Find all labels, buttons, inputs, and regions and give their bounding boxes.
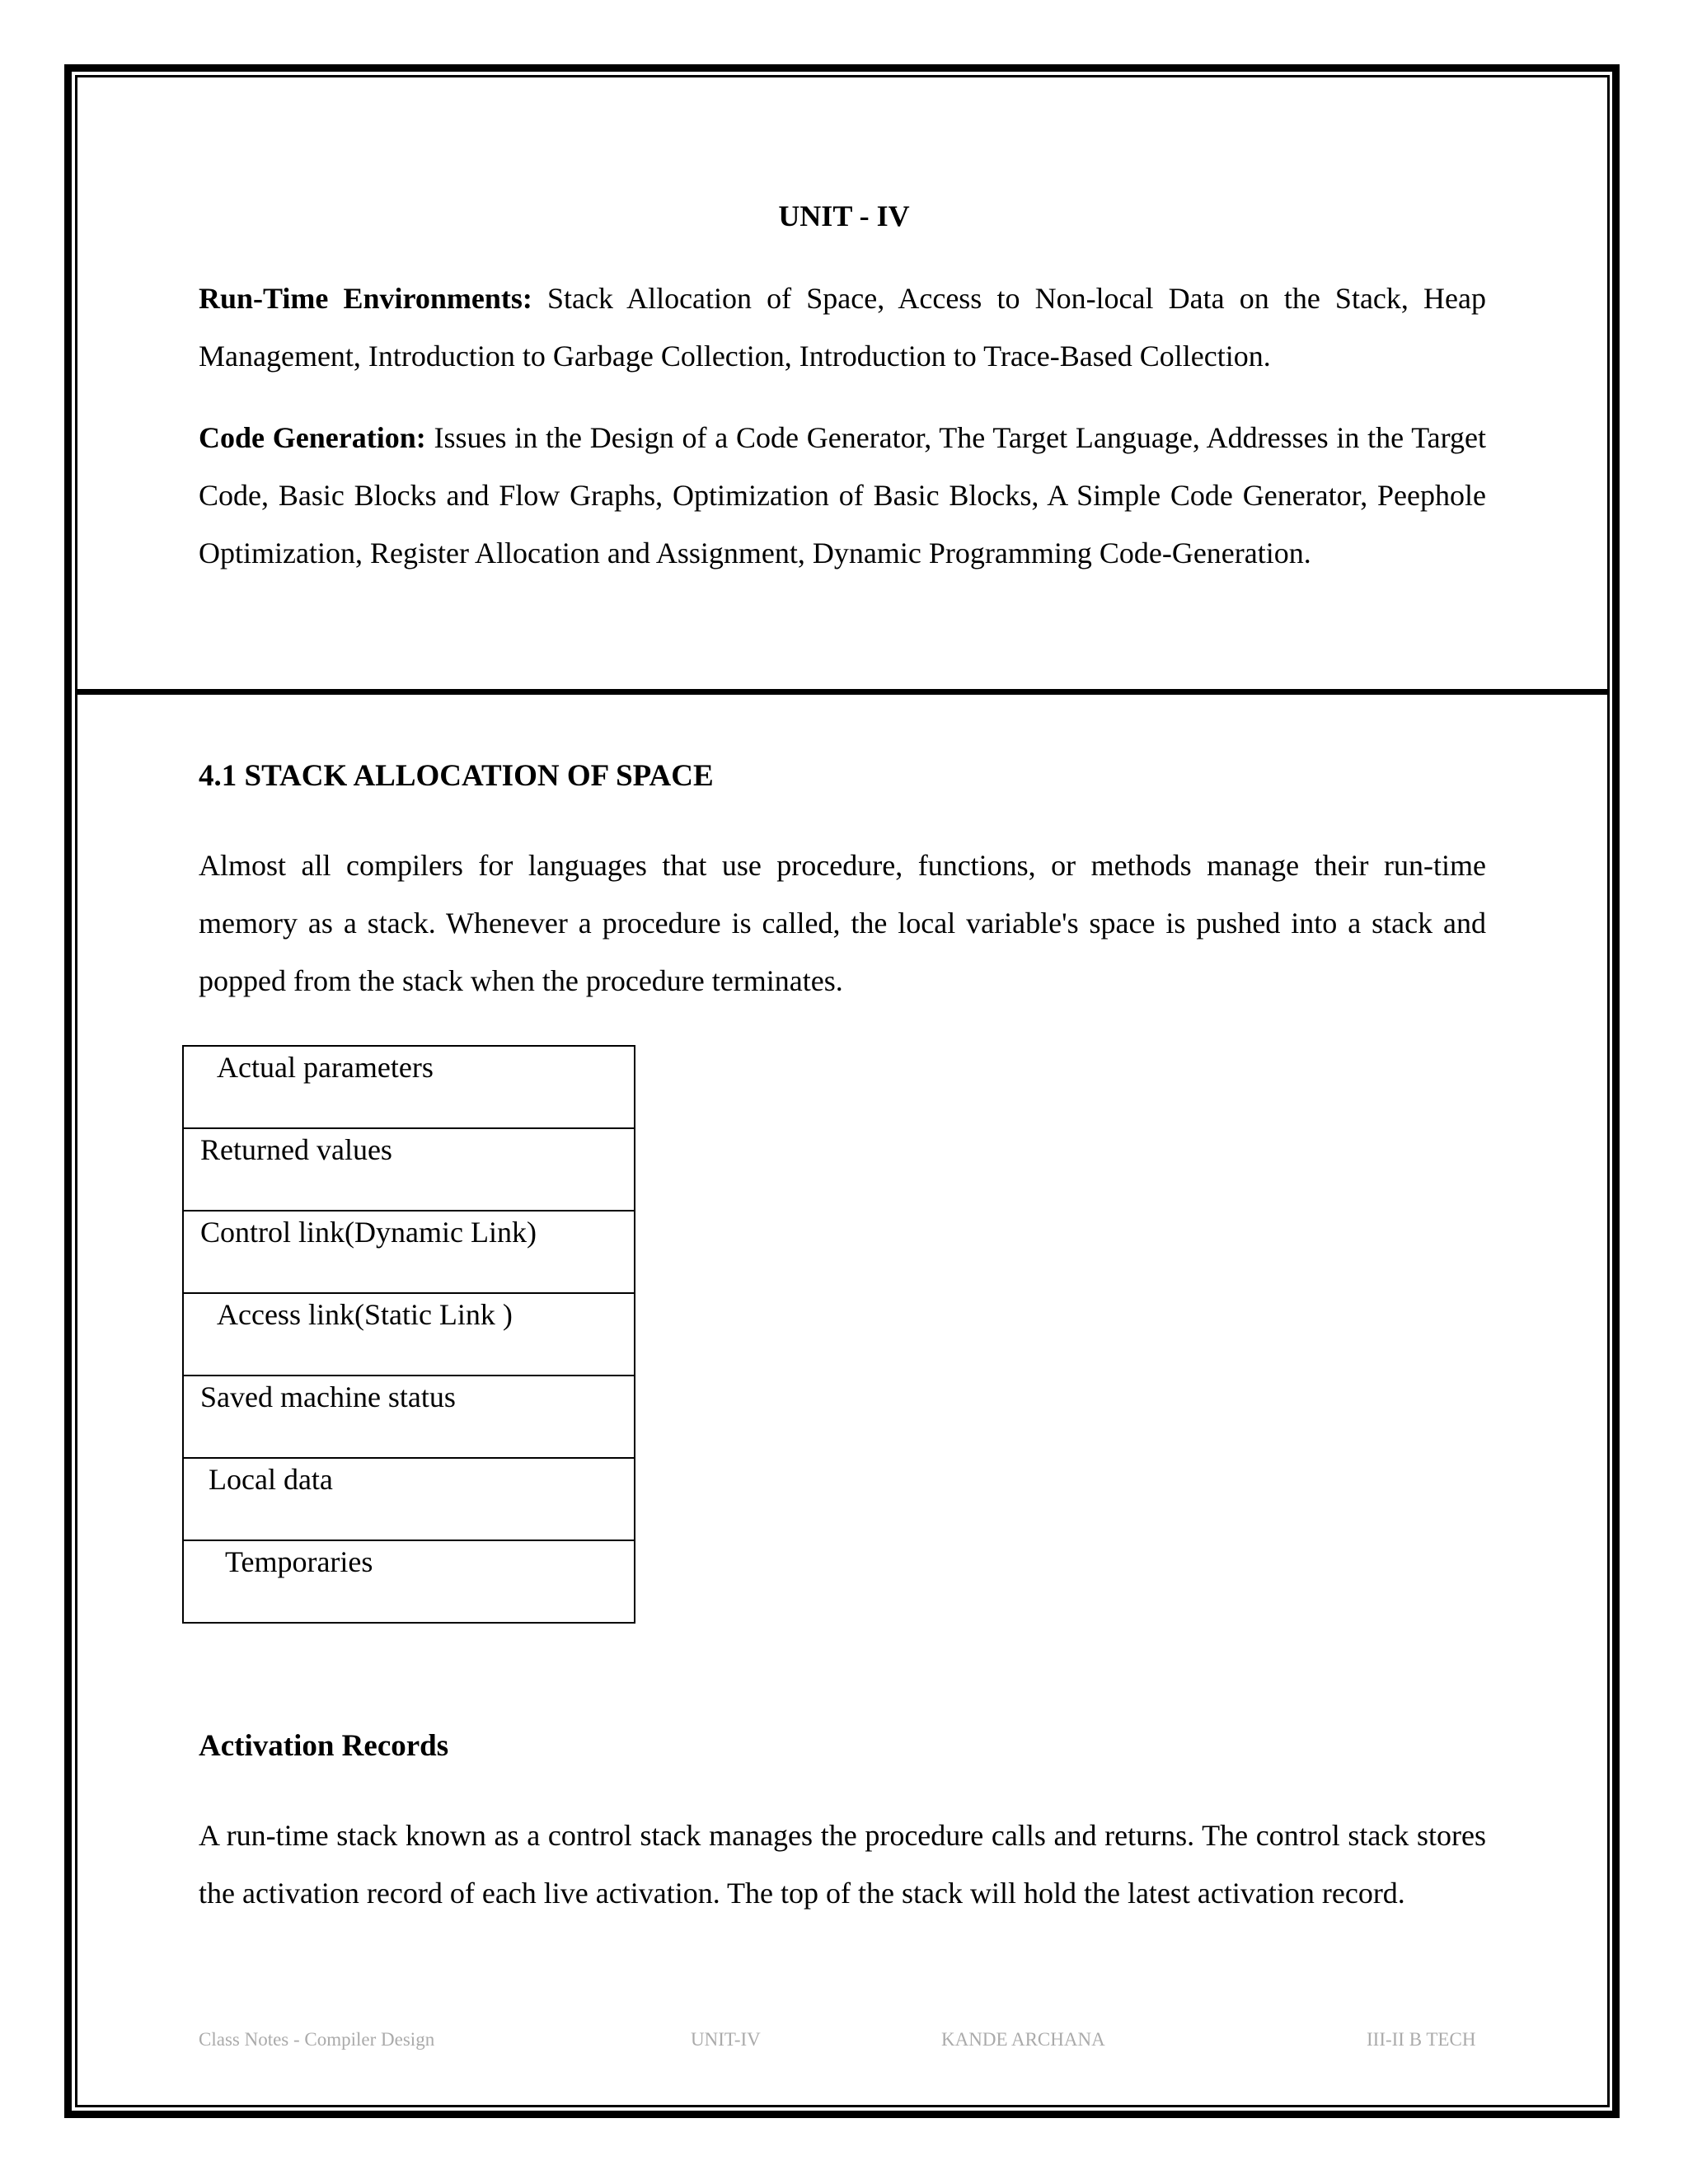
table-row [183,1458,635,1540]
runtime-text: Stack Allocation of Space, Access to Non-local Data on the Stack, Heap Management, Introduction to Garbage Collection, Introduction to Trace-Based Collection. [199,282,1486,373]
field-returned-values: Returned values [183,1128,635,1211]
activation-text: A run-time stack known as a control stack manages the procedure calls and returns. The control stack stores the activation record of each live activation. The top of the stack will hold the latest activation record. [199,1819,1486,1910]
section-divider [75,689,1610,695]
table-row [183,1540,635,1623]
field-actual-parameters: Actual parameters [183,1046,635,1128]
codegen-label: Code Generation: [199,421,426,454]
field-access-link: Access link(Static Link ) [183,1293,635,1376]
table-row [183,1046,635,1128]
field-local-data: Local data [183,1458,635,1540]
unit-title: UNIT - IV [778,199,910,232]
runtime-label: Run-Time Environments: [199,282,532,315]
table-row [183,1128,635,1211]
section-intro: Almost all compilers for languages that use procedure, functions, or methods manage their run-time memory as a stack. Whenever a procedure is called, the local variable's space is pushed into a stack and popped from the stack when the procedure terminates. [199,849,1486,997]
table-row [183,1293,635,1376]
footer-unit: UNIT-IV [691,2029,761,2050]
footer-course: Class Notes - Compiler Design [199,2029,435,2050]
footer-author: KANDE ARCHANA [941,2029,1105,2050]
activation-record-table [182,1045,635,1624]
syllabus-runtime [199,269,1486,385]
codegen-text: Issues in the Design of a Code Generator, The Target Language, Addresses in the Target Code, Basic Blocks and Flow Graphs, Optimization of Basic Blocks, A Simple Code Generator, Peephole Optimization, Register Allocation and Assignment, Dynamic Programming Code-Generation. [199,421,1486,569]
table-row [183,1376,635,1458]
table-row [183,1211,635,1293]
activation-heading: Activation Records [199,1729,449,1763]
field-control-link: Control link(Dynamic Link) [183,1211,635,1293]
field-saved-machine-status: Saved machine status [183,1376,635,1458]
field-temporaries: Temporaries [183,1540,635,1623]
syllabus-codegen [199,409,1486,582]
footer-class: III-II B TECH [1367,2029,1476,2050]
section-heading: 4.1 STACK ALLOCATION OF SPACE [199,759,714,793]
